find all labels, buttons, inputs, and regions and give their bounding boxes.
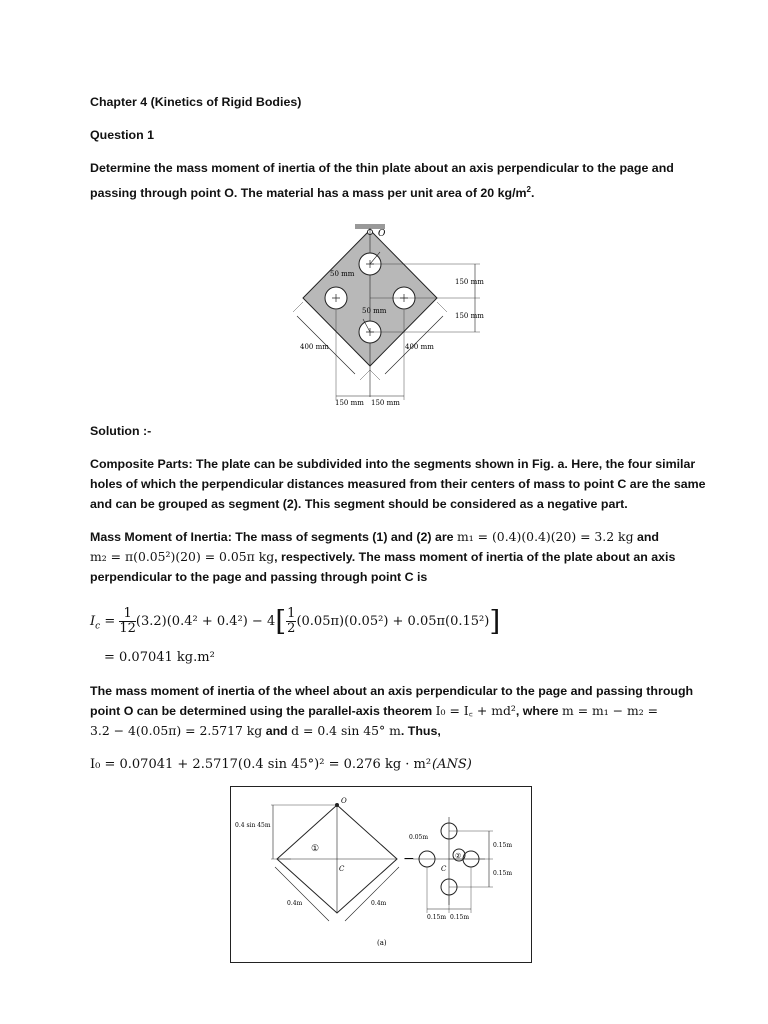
dim-04m-left: [275, 867, 329, 921]
fig2-label-015m-top: 0.15m: [493, 842, 513, 849]
fig2-label-015m-bottom: 0.15m: [493, 870, 513, 877]
problem-unit-exponent: 2: [526, 185, 531, 194]
dim-04m-right: [345, 867, 399, 921]
fig2-label-segment-2: ②: [455, 852, 462, 860]
label-50mm-top: 50 mm: [330, 270, 355, 278]
parallel-line-3: [90, 721, 690, 741]
parallel-text-2b: , where: [515, 704, 562, 718]
label-400mm-left: 400 mm: [300, 343, 329, 351]
ext-left-a: [293, 302, 303, 312]
ext-right-a: [437, 302, 447, 312]
fig2-label-005m: 0.05m: [409, 834, 429, 841]
parallel-text-2a: point O can be determined using the parallel-axis theorem: [90, 704, 436, 718]
parallel-eq-theorem: I₀ = I꜀ + md²: [435, 703, 516, 718]
equation-ic-result: = 0.07041 kg.m²: [104, 650, 215, 665]
plate-figure: [285, 222, 495, 412]
composite-heading: Composite Parts:: [90, 457, 193, 471]
fig2-label-04m-right: 0.4m: [371, 900, 387, 907]
problem-line-2: [90, 180, 690, 203]
ext-left-b: [360, 370, 370, 380]
problem-line-2-end: .: [530, 186, 535, 201]
parallel-eq-m: m = m₁ − m₂ =: [562, 703, 659, 718]
parallel-eq-d: d = 0.4 sin 45° m: [291, 723, 401, 738]
label-50mm-mid: 50 mm: [362, 307, 387, 315]
label-150mm-lower: 150 mm: [455, 312, 484, 320]
eq-ic-bracket-open: [: [275, 604, 287, 638]
mass-text-1: The mass of segments (1) and (2) are: [231, 530, 457, 544]
chapter-title: Chapter 4 (Kinetics of Rigid Bodies): [90, 95, 302, 109]
fig2-label-015m-h1: 0.15m: [427, 914, 447, 921]
parallel-eq-mass: 3.2 − 4(0.05π) = 2.5717 kg: [90, 723, 263, 738]
segments-diagram: [231, 787, 531, 962]
eq-ic-frac1: [119, 607, 136, 636]
plate-diagram: [285, 222, 495, 412]
mass-eq-m2: m₂ = π(0.05²)(20) = 0.05π kg: [90, 549, 275, 564]
ext-right-b: [370, 370, 380, 380]
label-400mm-right: 400 mm: [405, 343, 434, 351]
parallel-text-3c: . Thus,: [400, 724, 441, 738]
eq-ic-sub: c: [95, 621, 101, 632]
solution-heading: Solution :-: [90, 424, 152, 438]
fig2-label-height: 0.4 sin 45m: [235, 822, 271, 829]
eq-ic-equals: =: [100, 614, 120, 629]
segments-figure: [230, 786, 532, 963]
eq-ic-lhs: I: [90, 614, 96, 629]
label-o: O: [378, 229, 386, 239]
problem-line-2-text: passing through point O. The material has a mass per unit area of 20 kg/m: [90, 186, 527, 201]
parallel-line-1: The mass moment of inertia of the wheel about an axis perpendicular to the page and passing through: [90, 684, 694, 698]
composite-text-1: The plate can be subdivided into the segments shown in Fig. a. Here, the four similar: [192, 457, 696, 471]
seg2-axes: [413, 817, 485, 905]
eq-ic-term1: (3.2)(0.4² + 0.4²) − 4: [135, 614, 276, 629]
eq-ic-frac2: [286, 607, 296, 636]
fig2-label-c2: C: [441, 865, 447, 873]
fig2-label-04m-left: 0.4m: [287, 900, 303, 907]
fig2-label-c: C: [339, 865, 345, 873]
mass-text-2: , respectively. The mass moment of inertia of the plate about an axis: [274, 550, 676, 564]
parallel-text-3b: and: [262, 724, 292, 738]
eq-ic-frac1-den: 12: [119, 621, 136, 637]
equation-ic: [90, 601, 690, 641]
composite-line-2: holes of which the perpendicular distances measured from their centers of mass to point C are the same: [90, 477, 706, 491]
composite-line-3: and can be grouped as segment (2). This segment should be considered as a negative part.: [90, 497, 628, 511]
composite-line-1: [90, 454, 696, 474]
label-150mm-upper: 150 mm: [455, 278, 484, 286]
mass-line-2: [90, 547, 690, 567]
fig2-label-o: O: [341, 797, 347, 805]
eq-ic-bracket-close: ]: [489, 604, 501, 638]
fig2-label-segment-1: ①: [311, 844, 320, 854]
eq-ic-frac1-num: 1: [119, 607, 136, 622]
parallel-line-2: [90, 701, 690, 721]
answer-eq-text: I₀ = 0.07041 + 2.5717(0.4 sin 45°)² = 0.276 kg · m²: [90, 757, 432, 772]
answer-equation: [90, 755, 690, 775]
answer-tag: (ANS): [432, 757, 472, 772]
fig2-minus-sign: −: [403, 851, 415, 867]
problem-line-1: Determine the mass moment of inertia of the thin plate about an axis perpendicular to the page and: [90, 161, 674, 175]
mass-line-1: [90, 527, 690, 547]
mass-heading: Mass Moment of Inertia:: [90, 530, 232, 544]
question-heading: Question 1: [90, 128, 155, 142]
eq-ic-frac2-den: 2: [287, 621, 296, 637]
mass-line-3: perpendicular to the page and passing through point C is: [90, 570, 428, 584]
label-150mm-bottom-right: 150 mm: [371, 399, 400, 407]
height-extension-lines: [271, 805, 337, 859]
fig2-caption: (a): [377, 939, 387, 947]
eq-ic-frac2-num: 1: [287, 606, 296, 622]
mass-eq-m1: m₁ = (0.4)(0.4)(20) = 3.2 kg: [457, 529, 634, 544]
mass-text-and: and: [633, 530, 659, 544]
label-150mm-bottom-left: 150 mm: [335, 399, 364, 407]
fig2-label-015m-h2: 0.15m: [450, 914, 470, 921]
eq-ic-term2: (0.05π)(0.05²) + 0.05π(0.15²): [296, 614, 490, 629]
